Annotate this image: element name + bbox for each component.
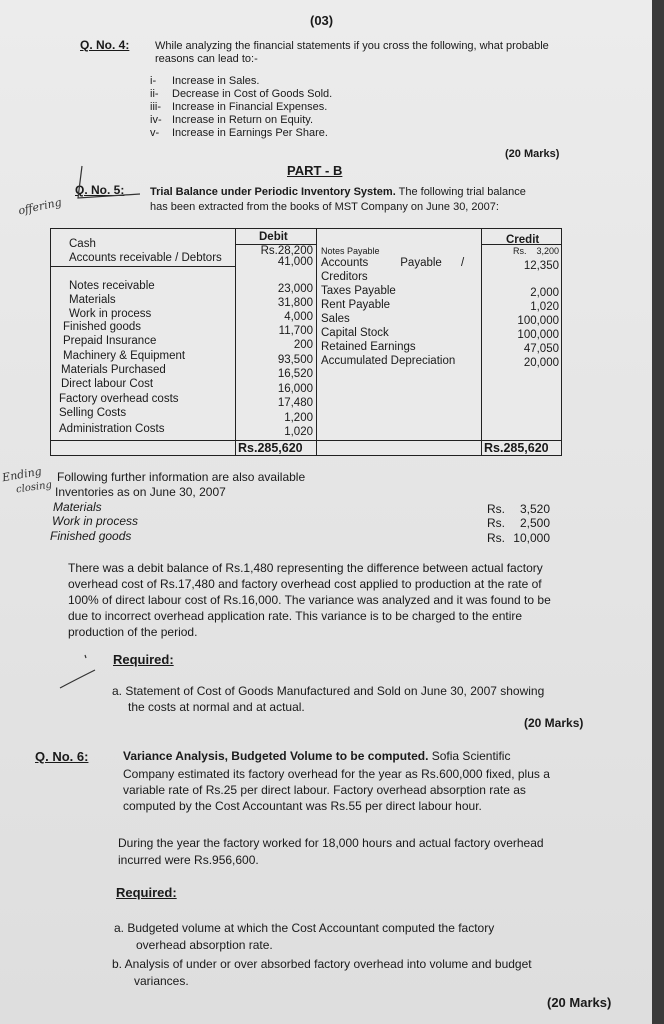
debit-amount: 41,000 bbox=[277, 256, 313, 268]
q5-req-a-line2: the costs at normal and at actual. bbox=[128, 700, 305, 714]
q4-item: iv- Increase in Return on Equity. bbox=[150, 114, 314, 126]
inventory-item: Work in process bbox=[52, 514, 139, 528]
credit-account: Rent Payable bbox=[321, 299, 391, 311]
credit-account: Notes Payable bbox=[321, 246, 380, 256]
margin-note-2: Ending bbox=[1, 464, 43, 485]
q6-req-a: a. Budgeted volume at which the Cost Accountant computed the factory overhead absorption rate. bbox=[114, 921, 495, 952]
debit-amount: 16,520 bbox=[277, 368, 313, 380]
inventory-amount: 10,000 bbox=[513, 531, 550, 545]
debit-amount: 31,800 bbox=[277, 297, 313, 309]
q5-intro-line2: has been extracted from the books of MST Company on June 30, 2007: bbox=[150, 201, 499, 213]
q4-label: Q. No. 4: bbox=[80, 38, 130, 52]
q4-item: iii- Increase in Financial Expenses. bbox=[150, 101, 328, 113]
credit-account: Capital Stock bbox=[321, 327, 389, 339]
credit-amount: 47,050 bbox=[523, 343, 559, 355]
debit-amount: 11,700 bbox=[278, 325, 313, 337]
debit-total: Rs.285,620 bbox=[238, 441, 303, 455]
debit-amount: 17,480 bbox=[277, 397, 313, 409]
q4-item: v- Increase in Earnings Per Share. bbox=[150, 127, 328, 139]
q6-marks: (20 Marks) bbox=[547, 995, 612, 1010]
q5-title: Trial Balance under Periodic Inventory System. bbox=[150, 186, 396, 198]
credit-account-cont: Creditors bbox=[321, 271, 368, 283]
part-b-heading: PART - B bbox=[287, 163, 343, 178]
credit-amount: 2,000 bbox=[530, 287, 559, 299]
q6-title: Variance Analysis, Budgeted Volume to be computed. bbox=[123, 749, 429, 763]
credit-amount: 100,000 bbox=[517, 315, 559, 327]
q6-text: Company estimated its factory overhead for the year as Rs.600,000 fixed, plus a variable rate of Rs.25 per direct labour. Factory overhead absorption rate as computed by the Cost Accountant was Rs.55 per direct labour hour. bbox=[123, 767, 550, 813]
q6-req-b: b. Analysis of under or over absorbed factory overhead into volume and budget variances. bbox=[112, 957, 532, 988]
debit-account: Accounts receivable / Debtors bbox=[69, 252, 222, 264]
debit-amount: 4,000 bbox=[284, 311, 313, 323]
debit-amount: Rs.28,200 bbox=[260, 245, 313, 257]
credit-amount: 20,000 bbox=[523, 357, 559, 369]
q4-item: i- Increase in Sales. bbox=[150, 75, 260, 87]
q4-marks: (20 Marks) bbox=[505, 148, 560, 160]
inventory-currency: Rs. bbox=[487, 516, 505, 530]
margin-note-3: closing bbox=[15, 479, 53, 496]
debit-amount: 23,000 bbox=[277, 283, 313, 295]
debit-account: Materials Purchased bbox=[61, 364, 166, 376]
q4-text-line1: While analyzing the financial statements if you cross the following, what probable bbox=[155, 40, 549, 52]
credit-amount: 100,000 bbox=[517, 329, 559, 341]
trial-balance-table bbox=[50, 228, 562, 456]
q5-required: Required: bbox=[113, 652, 174, 667]
inventory-item: Finished goods bbox=[50, 529, 132, 543]
q5-req-a-line1: a. Statement of Cost of Goods Manufactured and Sold on June 30, 2007 showing bbox=[112, 684, 545, 698]
debit-account: Cash bbox=[69, 238, 96, 250]
debit-account: Prepaid Insurance bbox=[63, 335, 157, 347]
credit-amount: Rs. 3,200 bbox=[512, 246, 559, 256]
inventory-amount: 3,520 bbox=[519, 502, 550, 516]
q4-list bbox=[150, 75, 332, 140]
debit-account: Administration Costs bbox=[59, 423, 165, 435]
credit-account: Sales bbox=[321, 313, 350, 325]
debit-account: Selling Costs bbox=[59, 407, 127, 419]
inventory-amount: 2,500 bbox=[519, 516, 550, 530]
q6-para2: During the year the factory worked for 18,000 hours and actual factory overhead incurred were Rs.956,600. bbox=[118, 836, 544, 867]
q5-marks: (20 Marks) bbox=[524, 716, 584, 730]
credit-amount: 1,020 bbox=[530, 301, 559, 313]
credit-account: Retained Earnings bbox=[321, 341, 416, 353]
debit-account: Factory overhead costs bbox=[59, 393, 179, 405]
debit-account: Machinery & Equipment bbox=[63, 350, 186, 362]
credit-total: Rs.285,620 bbox=[484, 441, 549, 455]
credit-account: Accumulated Depreciation bbox=[321, 355, 456, 367]
debit-account: Notes receivable bbox=[69, 280, 155, 292]
debit-account: Direct labour Cost bbox=[61, 378, 154, 390]
q5-intro-rest: The following trial balance bbox=[398, 186, 526, 198]
q5-label: Q. No. 5: bbox=[75, 183, 125, 197]
margin-note-1: offering bbox=[17, 195, 63, 218]
page-number: (03) bbox=[310, 13, 334, 28]
inventory-currency: Rs. bbox=[487, 502, 505, 516]
debit-header: Debit bbox=[259, 231, 288, 243]
check-mark-annotation bbox=[60, 158, 150, 218]
debit-amount: 1,200 bbox=[284, 412, 313, 424]
debit-amount: 1,020 bbox=[284, 426, 313, 438]
q5-intro-line1 bbox=[150, 186, 526, 199]
debit-account: Finished goods bbox=[63, 321, 141, 333]
variance-paragraph: There was a debit balance of Rs.1,480 representing the difference between actual factory overhead cost of Rs.17,480 and factory overhead cost applied to production at the rate of 100% of direct labour cost of Rs.16,000. The variance was analyzed and it was found to be due to incorrect overhead application rate. This variance is to be charged to the entire production of the period. bbox=[68, 561, 551, 639]
credit-amount: 12,350 bbox=[523, 260, 559, 272]
inventories-heading: Inventories as on June 30, 2007 bbox=[55, 485, 226, 499]
debit-account: Materials bbox=[69, 294, 116, 306]
debit-amount: 200 bbox=[293, 339, 313, 351]
q6-intro-line1 bbox=[123, 749, 510, 764]
credit-account: Accounts Payable / bbox=[321, 257, 465, 269]
q6-required: Required: bbox=[116, 885, 177, 900]
q6-intro-rest: Sofia Scientific bbox=[431, 749, 511, 763]
further-info: Following further information are also available bbox=[57, 470, 306, 484]
debit-account: Work in process bbox=[69, 308, 152, 320]
q4-text-line2: reasons can lead to:- bbox=[155, 53, 258, 65]
debit-amount: 16,000 bbox=[277, 383, 313, 395]
q4-item: ii- Decrease in Cost of Goods Sold. bbox=[150, 88, 333, 100]
inventory-currency: Rs. bbox=[487, 531, 505, 545]
inventory-item: Materials bbox=[53, 500, 102, 514]
credit-account: Taxes Payable bbox=[321, 285, 396, 297]
debit-amount: 93,500 bbox=[277, 354, 313, 366]
credit-header: Credit bbox=[506, 234, 540, 246]
q6-label: Q. No. 6: bbox=[35, 749, 89, 764]
